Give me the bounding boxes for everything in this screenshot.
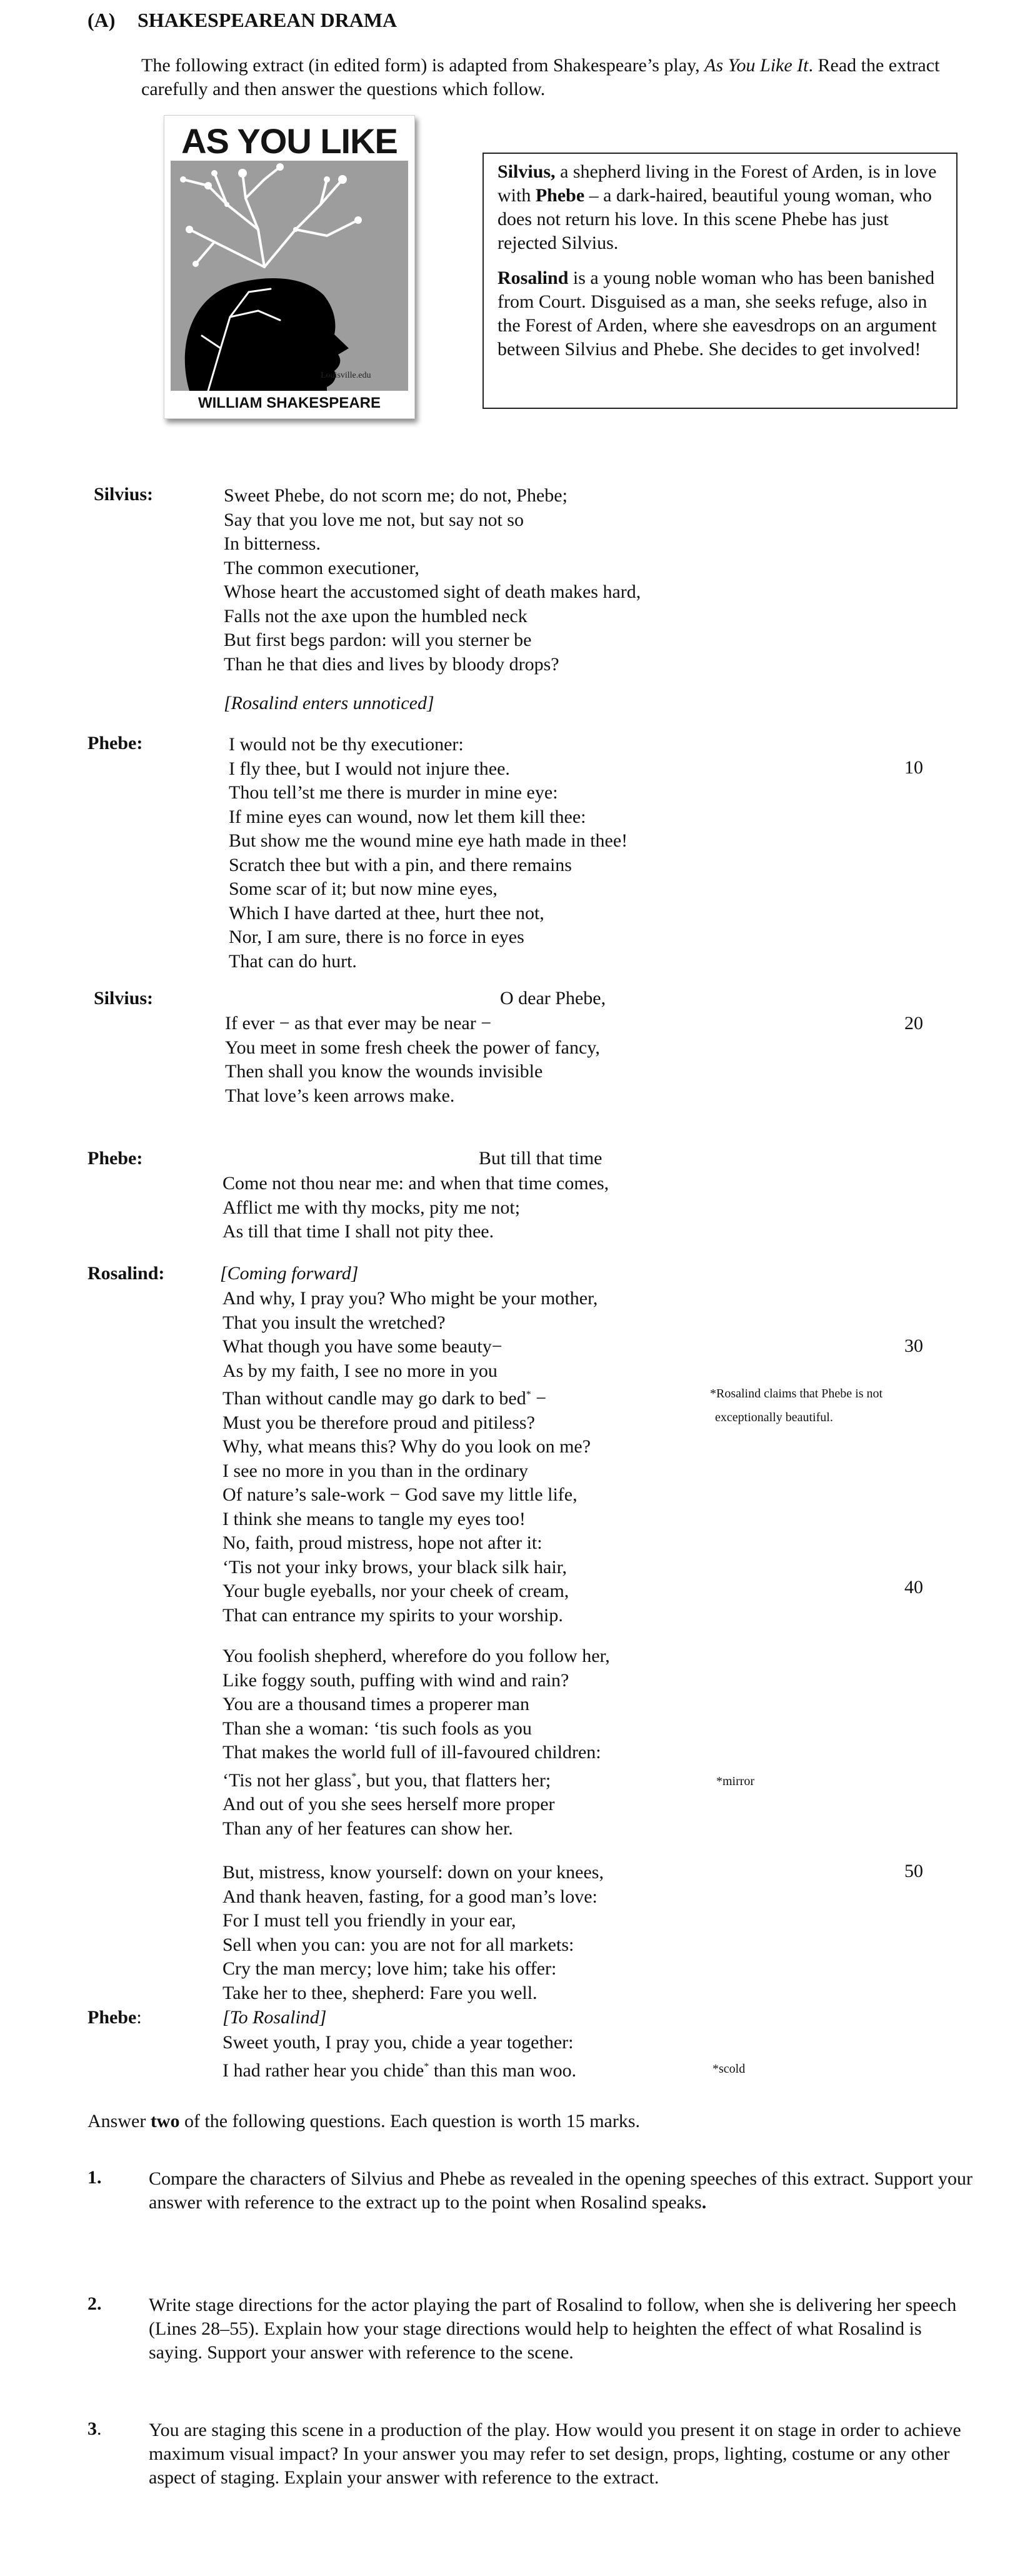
verse-line: And why, I pray you? Who might be your mother,	[222, 1288, 598, 1309]
speech-rosalind-3	[222, 1861, 604, 2005]
verse-line	[222, 1383, 598, 1411]
speech-phebe-2	[222, 1172, 609, 1244]
verse-line: If ever − as that ever may be near −	[225, 1013, 492, 1034]
verse-line: I fly thee, but I would not injure thee.	[229, 758, 510, 779]
speaker-phebe: Phebe:	[88, 1148, 143, 1169]
verse-line: Than she a woman: ‘tis such fools as you	[222, 1718, 532, 1739]
play-poster	[164, 115, 415, 419]
verse-text: , but you, that flatters her;	[356, 1769, 551, 1791]
verse-line: Whose heart the accustomed sight of death makes hard,	[224, 581, 641, 602]
verse-line: Than he that dies and lives by bloody drops?	[224, 653, 559, 675]
verse-line: Some scar of it; but now mine eyes,	[229, 878, 498, 899]
speech-rosalind-2	[222, 1644, 610, 1841]
speaker-phebe	[88, 2007, 142, 2028]
verse-line: Cry the man mercy; love him; take his offer:	[222, 1958, 557, 1979]
question-2: Write stage directions for the actor playing the part of Rosalind to follow, when she is delivering her speech (Lines 28–55). Explain how your stage directions would help to heighten the effect of what Rosalind is saying. Support your answer with reference to the scene.	[149, 2295, 957, 2363]
intro-text: The following extract (in edited form) is adapted from Shakespeare’s play,	[141, 55, 705, 76]
intro-text-end: . Read the extract carefully and then answer the questions which follow.	[141, 55, 940, 99]
verse-line: ‘Tis not your inky brows, your black silk hair,	[222, 1556, 568, 1577]
question-number	[88, 2418, 102, 2440]
verse-line: Come not thou near me: and when that time comes,	[222, 1173, 609, 1194]
poster-title: AS YOU LIKE	[181, 121, 398, 161]
question-1	[149, 2167, 974, 2215]
verse-dash: −	[531, 1388, 547, 1409]
line-number: 10	[904, 757, 923, 778]
verse-line: Then shall you know the wounds invisible	[225, 1061, 543, 1082]
verse-line: But first begs pardon: will you sterner be	[224, 630, 532, 650]
line-number: 30	[904, 1336, 923, 1356]
verse-line: And thank heaven, fasting, for a good man’s love:	[222, 1886, 598, 1907]
poster-illustration	[171, 161, 408, 391]
verse-line: Sweet Phebe, do not scorn me; do not, Phebe;	[224, 485, 568, 506]
stage-direction-to-rosalind: [To Rosalind]	[222, 2007, 327, 2028]
verse-line: And out of you she sees herself more proper	[222, 1794, 555, 1814]
verse-line: That love’s keen arrows make.	[225, 1085, 455, 1106]
verse-line: Like foggy south, puffing with wind and rain?	[222, 1669, 569, 1691]
speech-phebe-3	[222, 2031, 576, 2083]
verse-line: Scratch thee but with a pin, and there remains	[229, 854, 572, 875]
answer-instructions	[88, 2111, 640, 2132]
verse-line: That can do hurt.	[229, 950, 357, 972]
verse-text: ‘Tis not her glass	[222, 1769, 352, 1791]
speaker-name: Phebe	[88, 2007, 137, 2028]
question-3: You are staging this scene in a production of the play. How would you present it on stage in order to achieve maximum visual impact? In your answer you may refer to set design, props, lighting, costume or any other aspect of staging. Explain your answer with reference to the extract.	[149, 2420, 961, 2488]
info-rosalind	[498, 266, 942, 361]
verse-line: Afflict me with thy mocks, pity me not;	[222, 1197, 521, 1218]
speaker-phebe: Phebe:	[88, 733, 143, 753]
verse-line: As by my faith, I see no more in you	[222, 1360, 498, 1381]
poster-credit: Louisville.edu	[321, 371, 371, 380]
info-name-silvius: Silvius,	[498, 161, 556, 182]
verse-line: Sweet youth, I pray you, chide a year together:	[222, 2032, 574, 2053]
verse-line	[222, 1765, 610, 1793]
instructions-text-end: of the following questions. Each question is worth 15 marks.	[179, 2111, 641, 2131]
play-title: As You Like It	[704, 55, 809, 76]
verse-line: I would not be thy executioner:	[229, 734, 464, 755]
verse-line: Why, what means this? Why do you look on me?	[222, 1436, 591, 1457]
question-end: .	[701, 2192, 707, 2213]
verse-line: Of nature’s sale-work − God save my little life,	[222, 1484, 578, 1505]
verse-line: Nor, I am sure, there is no force in eyes	[229, 927, 524, 947]
verse-line: The common executioner,	[224, 557, 419, 578]
speech-rosalind-1	[222, 1287, 598, 1628]
line-number: 20	[904, 1013, 923, 1034]
line-number: 40	[904, 1577, 923, 1597]
footnote-marker: *	[526, 1389, 531, 1400]
verse-line: What though you have some beauty−	[222, 1336, 502, 1357]
info-name-rosalind: Rosalind	[498, 268, 569, 288]
gloss-scold: *scold	[712, 2062, 746, 2076]
character-info-box	[482, 153, 958, 409]
verse-line: Than any of her features can show her.	[222, 1818, 513, 1839]
info-text: a shepherd living in the Forest of Arden, is in love with	[498, 161, 937, 206]
verse-line: For I must tell you friendly in your ear,	[222, 1910, 516, 1931]
verse-line: But till that time	[479, 1148, 602, 1169]
verse-line: But show me the wound mine eye hath made in thee!	[229, 830, 628, 851]
intro-paragraph	[141, 54, 972, 101]
instructions-text: Answer	[88, 2111, 151, 2131]
section-heading	[88, 9, 397, 32]
verse-line: You meet in some fresh cheek the power of fancy,	[225, 1037, 600, 1058]
footnote-marker: *	[351, 1771, 357, 1782]
gloss-bed-2: exceptionally beautiful.	[715, 1411, 833, 1424]
question-text: Compare the characters of Silvius and Phebe as revealed in the opening speeches of this extract. Support your answer with reference to the extract up to the point when Rosalind speaks	[149, 2168, 972, 2213]
stage-direction-enter: [Rosalind enters unnoticed]	[224, 693, 434, 713]
line-number: 50	[904, 1861, 923, 1881]
section-title: SHAKESPEAREAN DRAMA	[138, 9, 398, 31]
gloss-bed-1: *Rosalind claims that Phebe is not	[710, 1387, 883, 1401]
verse-text: than this man woo.	[429, 2060, 577, 2081]
verse-text: Than without candle may go dark to bed	[222, 1388, 526, 1409]
question-number: 1.	[88, 2167, 102, 2188]
verse-line: Must you be therefore proud and pitiless?	[222, 1412, 535, 1433]
speaker-silvius: Silvius:	[94, 484, 154, 505]
stage-direction-forward: [Coming forward]	[220, 1263, 359, 1284]
verse-line: But, mistress, know yourself: down on your knees,	[222, 1862, 604, 1883]
info-name-phebe: Phebe	[535, 185, 585, 206]
speech-phebe-1	[229, 733, 628, 974]
verse-text: I had rather hear you chide	[222, 2060, 424, 2081]
speaker-colon: :	[136, 2007, 142, 2028]
verse-line: No, faith, proud mistress, hope not after it:	[222, 1532, 542, 1553]
verse-line: Which I have darted at thee, hurt thee not,	[229, 902, 544, 923]
info-text: – a dark-haired, beautiful young woman, who does not return his love. In this scene Phebe has just rejected Silvius.	[498, 185, 932, 253]
verse-line: That can entrance my spirits to your worship.	[222, 1604, 563, 1626]
verse-line: I see no more in you than in the ordinary	[222, 1460, 529, 1481]
info-text: is a young noble woman who has been banished from Court. Disguised as a man, she seeks refuge, also in the Forest of Arden, where she eavesdrops on an argument between Silvius and Phebe. She decides to get involved!	[498, 268, 937, 360]
question-number-dot: .	[97, 2418, 102, 2439]
verse-line: Falls not the axe upon the humbled neck	[224, 605, 528, 626]
verse-line: Thou tell’st me there is murder in mine eye:	[229, 782, 558, 803]
verse-line: You foolish shepherd, wherefore do you follow her,	[222, 1646, 610, 1666]
speech-silvius-1	[224, 484, 641, 677]
footnote-marker: *	[424, 2061, 429, 2072]
verse-line: That you insult the wretched?	[222, 1312, 446, 1333]
verse-line: Say that you love me not, but say not so	[224, 509, 524, 530]
speaker-rosalind: Rosalind:	[88, 1263, 165, 1284]
section-label: (A)	[88, 9, 116, 31]
info-silvius-phebe	[498, 160, 942, 255]
gloss-mirror: *mirror	[716, 1774, 755, 1788]
verse-line: O dear Phebe,	[500, 988, 606, 1009]
verse-line: That makes the world full of ill-favoured children:	[222, 1742, 601, 1763]
verse-line: In bitterness.	[224, 533, 321, 554]
verse-line	[222, 2055, 576, 2083]
verse-line: If mine eyes can wound, now let them kill thee:	[229, 806, 586, 827]
instructions-count: two	[150, 2111, 180, 2131]
verse-line: As till that time I shall not pity thee.	[222, 1221, 494, 1242]
speech-silvius-2	[225, 1012, 600, 1108]
verse-line: Take her to thee, shepherd: Fare you well.	[222, 1982, 538, 2003]
verse-line: Your bugle eyeballs, nor your cheek of cream,	[222, 1581, 569, 1601]
poster-author: WILLIAM SHAKESPEARE	[198, 395, 381, 411]
verse-line: You are a thousand times a properer man	[222, 1694, 529, 1714]
verse-line: I think she means to tangle my eyes too!	[222, 1508, 526, 1529]
verse-line: Sell when you can: you are not for all markets:	[222, 1934, 574, 1955]
question-number: 2.	[88, 2293, 102, 2314]
question-number-digit: 3	[88, 2418, 97, 2439]
speaker-silvius: Silvius:	[94, 988, 154, 1009]
